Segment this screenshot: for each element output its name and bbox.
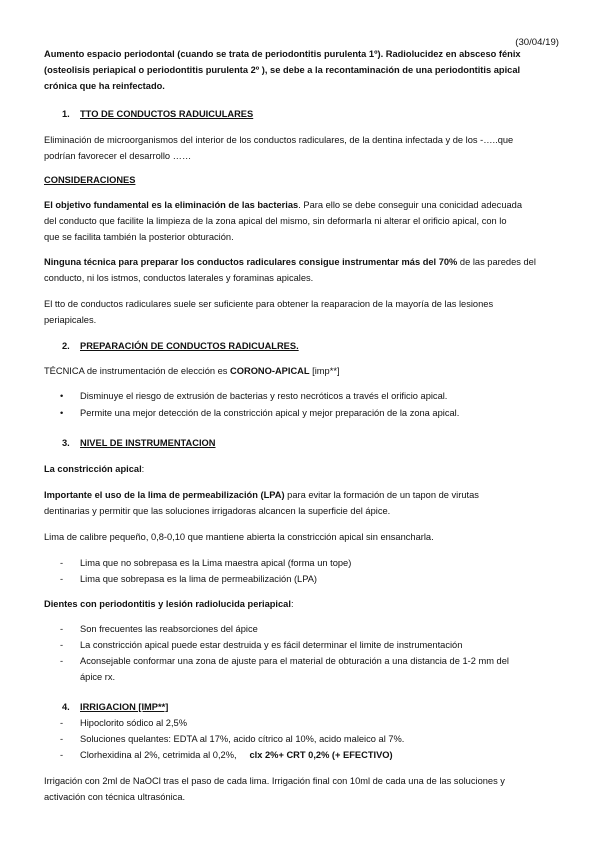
consideraciones-c-line-2: periapicales. xyxy=(44,315,97,325)
body-text: para evitar la formación de un tapon de virutas xyxy=(284,490,479,500)
irrigacion-item-1: Hipoclorito sódico al 2,5% xyxy=(80,718,187,728)
body-text: TÉCNICA de instrumentación de elección es xyxy=(44,366,231,376)
bullet-icon: • xyxy=(60,408,64,418)
emphasis-text: El objetivo fundamental es la eliminación de las bacterias xyxy=(44,200,299,210)
dash-item-5: Aconsejable conformar una zona de ajuste para el material de obturación a una distancia de 1-2 mm del xyxy=(80,656,509,666)
dash-item-5-continued: ápice rx. xyxy=(80,672,116,682)
dash-item-4: La constricción apical puede estar destruida y es fácil determinar el limite de instrumentación xyxy=(80,640,463,650)
body-text: Clorhexidina al 2%, cetrimida al 0,2%, xyxy=(80,750,250,760)
dash-icon: - xyxy=(60,750,64,760)
section-1-line-2: podrían favorecer el desarrollo …… xyxy=(44,151,192,161)
section-1-line-1: Eliminación de microorganismos del interior de los conductos radiculares, de la dentina infectada y de los -…..que xyxy=(44,135,514,145)
intro-line-3: crónica que ha reinfectado. xyxy=(44,81,165,91)
tecnica-line xyxy=(44,364,560,378)
dash-icon: - xyxy=(60,734,64,744)
body-text: de las paredes del xyxy=(457,257,536,267)
section-1-number: 1. xyxy=(62,109,70,119)
section-2-title: PREPARACIÓN DE CONDUCTOS RADICUALRES. xyxy=(80,341,299,351)
intro-line-1: Aumento espacio periodontal (cuando se trata de periodontitis purulenta 1º). Radiolucidez en absceso fénix xyxy=(44,49,521,59)
irrigacion-item-3 xyxy=(80,748,562,762)
section-4-title: IRRIGACION [IMP**] xyxy=(80,702,169,712)
subheading-text: La constricción apical xyxy=(44,464,142,474)
lima-calibre-line: Lima de calibre pequeño, 0,8-0,10 que mantiene abierta la constricción apical sin ensancharla. xyxy=(44,532,434,542)
colon: : xyxy=(290,599,294,609)
constriccion-heading xyxy=(44,462,560,476)
bullet-item-1: Disminuye el riesgo de extrusión de bacterias y resto necróticos a través el orificio apical. xyxy=(80,391,448,401)
dash-icon: - xyxy=(60,558,64,568)
emphasis-text: Ninguna técnica para preparar los conductos radiculares consigue instrumentar más del xyxy=(44,257,439,267)
dash-item-2: Lima que sobrepasa es la lima de permeabilización (LPA) xyxy=(80,574,318,584)
consideraciones-a-line-2: del conducto que facilite la limpieza de la zona apical del mismo, sin deformarla ni alterar el orificio apical, con lo xyxy=(44,216,507,226)
consideraciones-a-line-3: que se facilita también la posterior obturación. xyxy=(44,232,234,242)
subheading-text: Dientes con periodontitis y lesión radiolucida periapical xyxy=(44,599,291,609)
consideraciones-b-line-2: conducto, ni los istmos, conductos laterales y foraminas apicales. xyxy=(44,273,314,283)
technique-name: CORONO-APICAL xyxy=(230,366,310,376)
percentage-value: 70% xyxy=(438,257,458,267)
emphasis-text: clx 2%+ CRT 0,2% (+ EFECTIVO) xyxy=(249,750,393,760)
bullet-item-2: Permite una mejor detección de la constricción apical y mejor preparación de la zona apical. xyxy=(80,408,460,418)
dash-item-3: Son frecuentes las reabsorciones del ápice xyxy=(80,624,258,634)
consideraciones-c-line-1: El tto de conductos radiculares suele ser suficiente para obtener la reaparacion de la mayoría de las lesiones xyxy=(44,299,494,309)
body-text: . Para ello se debe conseguir una conicidad adecuada xyxy=(298,200,523,210)
dash-icon: - xyxy=(60,574,64,584)
dash-icon: - xyxy=(60,656,64,666)
importance-tag: [imp**] xyxy=(309,366,340,376)
section-3-title: NIVEL DE INSTRUMENTACION xyxy=(80,438,216,448)
irrigacion-final-line-1: Irrigación con 2ml de NaOCl tras el paso de cada lima. Irrigación final con 10ml de cada una de las soluciones y xyxy=(44,776,505,786)
dash-icon: - xyxy=(60,640,64,650)
permeabilizacion-line-2: dentinarias y permitir que las soluciones irrigadoras alcancen la superficie del ápice. xyxy=(44,506,391,516)
section-1-title: TTO DE CONDUCTOS RADUICULARES xyxy=(80,109,254,119)
consideraciones-a-line-1 xyxy=(44,198,560,212)
bullet-icon: • xyxy=(60,391,64,401)
document-date: (30/04/19) xyxy=(515,37,559,48)
periodontitis-heading xyxy=(44,597,560,611)
dash-icon: - xyxy=(60,624,64,634)
permeabilizacion-line-1 xyxy=(44,488,560,502)
irrigacion-final-line-2: activación con técnica ultrasónica. xyxy=(44,792,186,802)
dash-icon: - xyxy=(60,718,64,728)
intro-line-2: (osteolisis periapical o periodontitis purulenta 2º ), se debe a la recontaminación de una periodontitis apical xyxy=(44,65,521,75)
dash-item-1: Lima que no sobrepasa es la Lima maestra apical (forma un tope) xyxy=(80,558,352,568)
consideraciones-b-line-1 xyxy=(44,255,560,269)
section-4-number: 4. xyxy=(62,702,70,712)
section-3-number: 3. xyxy=(62,438,70,448)
consideraciones-heading: CONSIDERACIONES xyxy=(44,175,136,185)
colon: : xyxy=(141,464,145,474)
irrigacion-item-2: Soluciones quelantes: EDTA al 17%, acido cítrico al 10%, acido maleico al 7%. xyxy=(80,734,405,744)
emphasis-text: Importante el uso de la lima de permeabilización (LPA) xyxy=(44,490,285,500)
section-2-number: 2. xyxy=(62,341,70,351)
